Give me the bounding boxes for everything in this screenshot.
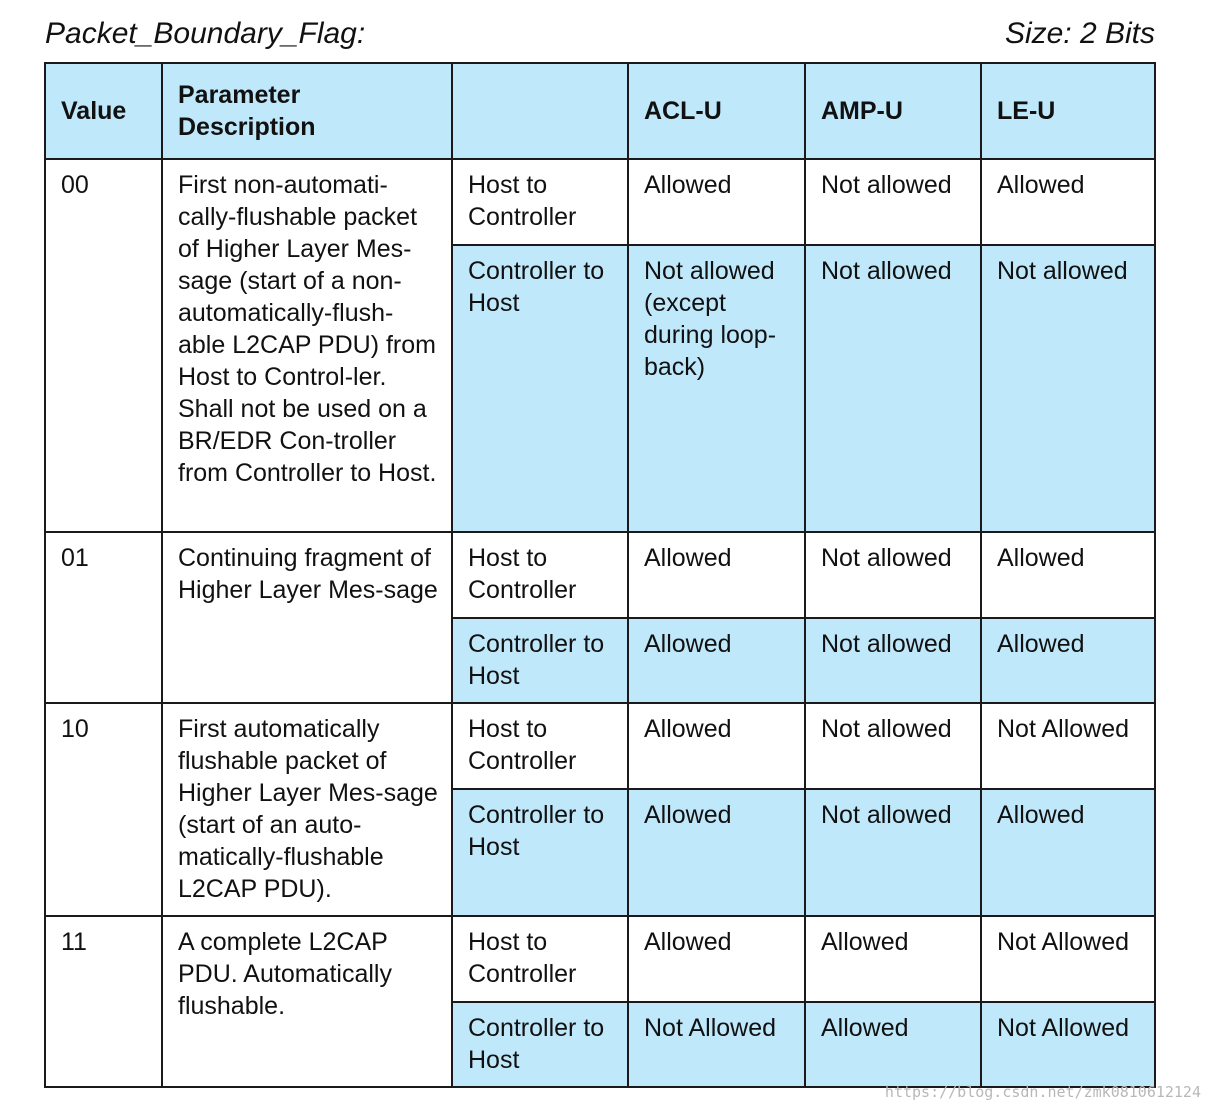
le-u-cell: Not Allowed xyxy=(981,916,1155,1002)
acl-u-cell: Not allowed (except during loop-back) xyxy=(628,245,805,532)
packet-boundary-flag-table xyxy=(44,62,1156,1088)
acl-u-cell: Allowed xyxy=(628,159,805,245)
header-value: Value xyxy=(45,63,162,159)
amp-u-cell: Not allowed xyxy=(805,618,981,703)
table-row xyxy=(45,703,1155,789)
acl-u-cell: Allowed xyxy=(628,532,805,618)
le-u-cell: Not Allowed xyxy=(981,703,1155,789)
direction-cell: Host to Controller xyxy=(452,159,628,245)
amp-u-cell: Not allowed xyxy=(805,532,981,618)
amp-u-cell: Not allowed xyxy=(805,789,981,916)
value-cell: 11 xyxy=(45,916,162,1087)
header-direction xyxy=(452,63,628,159)
header-le-u: LE-U xyxy=(981,63,1155,159)
field-size: Size: 2 Bits xyxy=(1004,17,1155,50)
amp-u-cell: Not allowed xyxy=(805,159,981,245)
acl-u-cell: Not Allowed xyxy=(628,1002,805,1087)
le-u-cell: Allowed xyxy=(981,618,1155,703)
field-title: Packet_Boundary_Flag: xyxy=(45,17,366,50)
header-row xyxy=(45,63,1155,159)
direction-cell: Controller to Host xyxy=(452,789,628,916)
le-u-cell: Allowed xyxy=(981,789,1155,916)
amp-u-cell: Not allowed xyxy=(805,245,981,532)
header-acl-u: ACL-U xyxy=(628,63,805,159)
watermark-text: https://blog.csdn.net/zmk0810612124 xyxy=(884,1083,1201,1101)
description-cell: Continuing fragment of Higher Layer Mes-sage xyxy=(162,532,452,703)
description-cell: First automatically flushable packet of Higher Layer Mes-sage (start of an auto-matically-flushable L2CAP PDU). xyxy=(162,703,452,916)
amp-u-cell: Allowed xyxy=(805,1002,981,1087)
acl-u-cell: Allowed xyxy=(628,618,805,703)
amp-u-cell: Not allowed xyxy=(805,703,981,789)
value-cell: 01 xyxy=(45,532,162,703)
header-parameter-description: Parameter Description xyxy=(162,63,452,159)
acl-u-cell: Allowed xyxy=(628,703,805,789)
value-cell: 00 xyxy=(45,159,162,532)
header-amp-u: AMP-U xyxy=(805,63,981,159)
le-u-cell: Not Allowed xyxy=(981,1002,1155,1087)
le-u-cell: Allowed xyxy=(981,159,1155,245)
direction-cell: Controller to Host xyxy=(452,245,628,532)
le-u-cell: Allowed xyxy=(981,532,1155,618)
description-cell: First non-automati-cally-flushable packet of Higher Layer Mes-sage (start of a non-automatically-flush-able L2CAP PDU) from Host to Control-ler. Shall not be used on a BR/EDR Con-troller from Controller to Host. xyxy=(162,159,452,532)
value-cell: 10 xyxy=(45,703,162,916)
direction-cell: Host to Controller xyxy=(452,532,628,618)
page-header xyxy=(45,14,1155,54)
table-row xyxy=(45,159,1155,245)
direction-cell: Controller to Host xyxy=(452,1002,628,1087)
direction-cell: Controller to Host xyxy=(452,618,628,703)
table-row xyxy=(45,916,1155,1002)
amp-u-cell: Allowed xyxy=(805,916,981,1002)
le-u-cell: Not allowed xyxy=(981,245,1155,532)
acl-u-cell: Allowed xyxy=(628,789,805,916)
description-cell: A complete L2CAP PDU. Automatically flushable. xyxy=(162,916,452,1087)
table-row xyxy=(45,532,1155,618)
acl-u-cell: Allowed xyxy=(628,916,805,1002)
direction-cell: Host to Controller xyxy=(452,703,628,789)
direction-cell: Host to Controller xyxy=(452,916,628,1002)
